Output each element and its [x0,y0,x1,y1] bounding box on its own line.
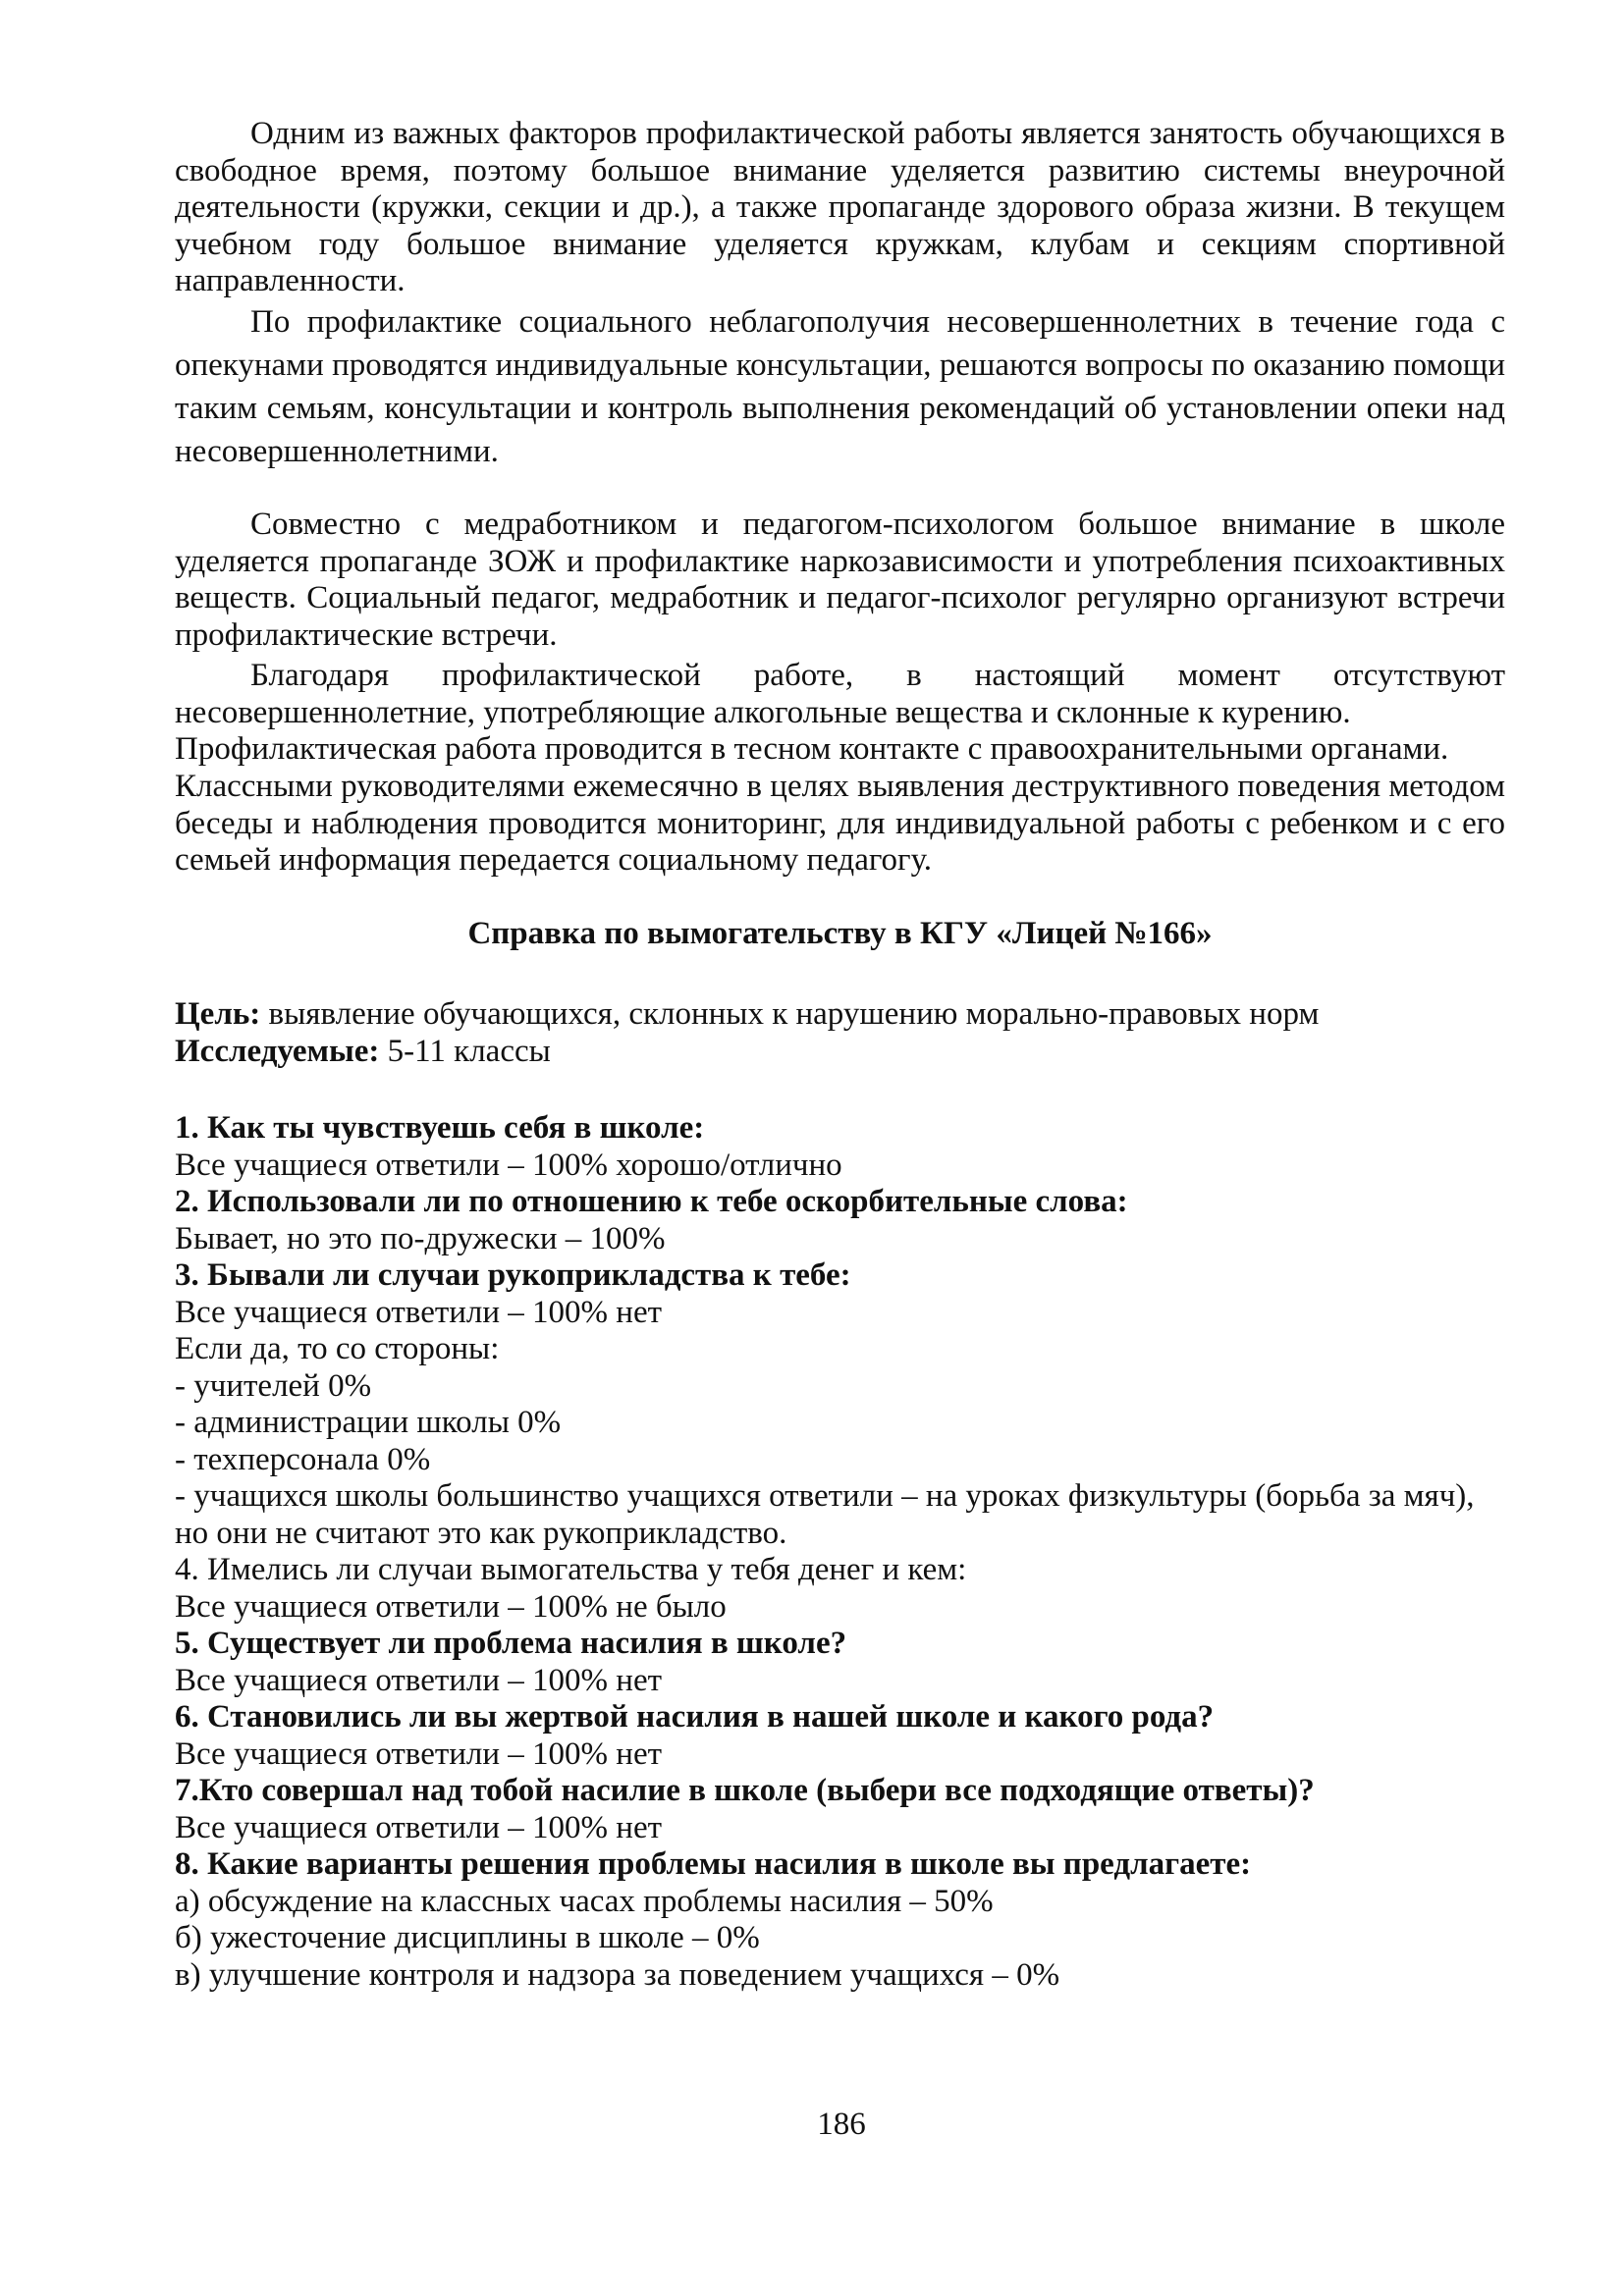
survey-option: б) ужесточение дисциплины в школе – 0% [175,1920,760,1955]
survey-answer: Все учащиеся ответили – 100% нет [175,1809,663,1845]
paragraph-prevention-results: Благодаря профилактической работе, в настоящий момент отсутствуют несовершеннолетние, употребляющие алкогольные вещества и склонные к курению. [175,658,1505,730]
survey-question: 7.Кто совершал над тобой насилие в школе (выбери все подходящие ответы)? [175,1773,1315,1808]
survey-option: а) обсуждение на классных часах проблемы насилия – 50% [175,1883,994,1919]
survey-answer: Все учащиеся ответили – 100% не было [175,1588,727,1625]
survey-results [175,1110,1505,1994]
survey-answer: Все учащиеся ответили – 100% нет [175,1294,663,1330]
survey-answer-item: - учителей 0% [175,1367,372,1404]
page-number: 186 [817,2107,866,2142]
subjects-label: Исследуемые: [175,1033,380,1069]
survey-answer: Если да, то со стороны: [175,1331,500,1366]
survey-question: 3. Бывали ли случаи рукоприкладства к тебе: [175,1257,851,1293]
paragraph-law-enforcement: Профилактическая работа проводится в тесном контакте с правоохранительными органами. [175,731,1449,767]
paragraph-extracurricular: Одним из важных факторов профилактической работы является занятость обучающихся в свободное время, поэтому большое внимание уделяется развитию системы внеурочной деятельности (кружки, секции и др.), а также пропаганде здорового образа жизни. В текущем учебном году большое внимание уделяется кружкам, клубам и секциям спортивной направленности. [175,116,1505,298]
survey-question: 1. Как ты чувствуешь себя в школе: [175,1110,705,1146]
survey-question: 5. Существует ли проблема насилия в школе? [175,1626,847,1661]
survey-question: 4. Имелись ли случаи вымогательства у тебя денег и кем: [175,1552,967,1587]
report-title: Справка по вымогательству в КГУ «Лицей №166» [467,916,1213,951]
survey-question: 6. Становились ли вы жертвой насилия в нашей школе и какого рода? [175,1699,1215,1735]
paragraph-guardianship: По профилактике социального неблагополучия несовершеннолетних в течение года с опекунами проводятся индивидуальные консультации, решаются вопросы по оказанию помощи таким семьям, консультации и контроль выполнения рекомендаций об установлении опеки над несовершеннолетними. [175,304,1505,469]
goal-line [175,996,1505,1034]
survey-answer: Все учащиеся ответили – 100% хорошо/отлично [175,1147,842,1183]
subjects-text: 5-11 классы [379,1033,551,1069]
survey-answer: Все учащиеся ответили – 100% нет [175,1662,663,1698]
paragraph-healthy-lifestyle: Совместно с медработником и педагогом-психологом большое внимание в школе уделяется пропаганде ЗОЖ и профилактике наркозависимости и употребления психоактивных веществ. Социальный педагог, медработник и педагог-психолог регулярно организуют встречи профилактические встречи. [175,507,1505,653]
survey-answer: Все учащиеся ответили – 100% нет [175,1735,663,1772]
subjects-line [175,1034,1505,1071]
report-meta [175,996,1505,1070]
survey-question: 8. Какие варианты решения проблемы насилия в школе вы предлагаете: [175,1846,1252,1882]
goal-text: выявление обучающихся, склонных к нарушению морально-правовых норм [260,996,1320,1032]
survey-answer: но они не считают это как рукоприкладство. [175,1515,787,1551]
survey-option: в) улучшение контроля и надзора за поведением учащихся – 0% [175,1956,1060,1993]
survey-question: 2. Использовали ли по отношению к тебе оскорбительные слова: [175,1184,1128,1219]
paragraph-monitoring: Классными руководителями ежемесячно в целях выявления деструктивного поведения методом беседы и наблюдения проводится мониторинг, для индивидуальной работы с ребенком и с его семьей информация передается социальному педагогу. [175,769,1505,878]
survey-answer: Бывает, но это по-дружески – 100% [175,1220,666,1256]
survey-answer-item: - техперсонала 0% [175,1441,431,1477]
survey-answer-item: - администрации школы 0% [175,1405,562,1440]
survey-answer-item: - учащихся школы большинство учащихся ответили – на уроках физкультуры (борьба за мяч), [175,1478,1475,1514]
goal-label: Цель: [175,996,261,1032]
